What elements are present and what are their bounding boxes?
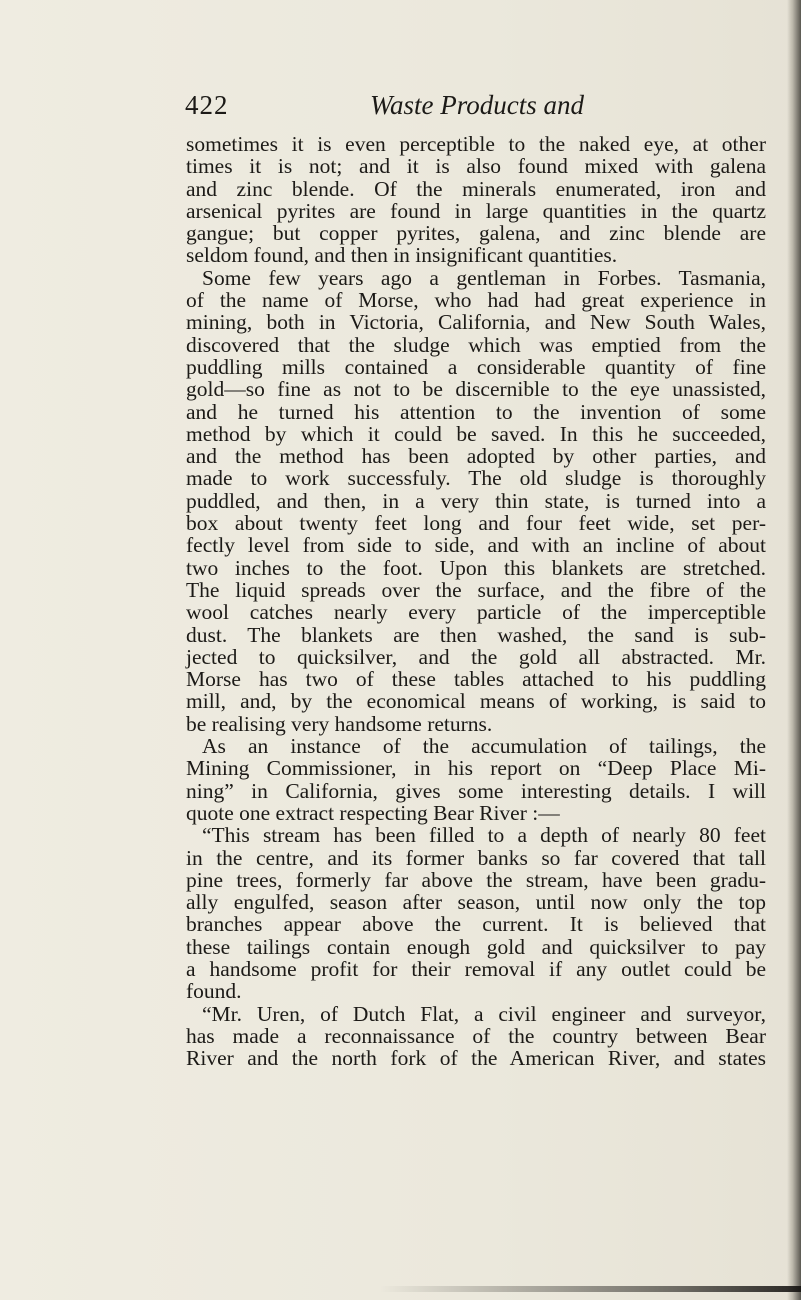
text-line: times it is not; and it is also found mixed with galena — [186, 154, 766, 179]
text-line: these tailings contain enough gold and quicksilver to pay — [186, 934, 766, 959]
text-line: “This stream has been filled to a depth of nearly 80 feet — [202, 823, 766, 848]
text-line: gangue; but copper pyrites, galena, and zinc blende are — [186, 221, 766, 246]
text-line: mining, both in Victoria, California, and New South Wales, — [186, 310, 766, 335]
text-line: sometimes it is even perceptible to the naked eye, at other — [186, 132, 766, 156]
text-line: As an instance of the accumulation of tailings, the — [202, 734, 766, 759]
running-head: Waste Products and — [370, 90, 584, 120]
text-line: ning” in California, gives some interesting details. I will — [186, 778, 766, 803]
page-edge-shadow — [787, 0, 801, 1300]
text-line: The liquid spreads over the surface, and the fibre of the — [186, 577, 766, 602]
text-line: method by which it could be saved. In this he succeeded, — [186, 421, 766, 446]
text-line: arsenical pyrites are found in large quantities in the quartz — [186, 198, 766, 223]
text-line: and zinc blende. Of the minerals enumerated, iron and — [186, 176, 766, 201]
text-line: found. — [186, 979, 242, 1004]
text-line: puddled, and then, in a very thin state, is turned into a — [186, 488, 766, 513]
text-line: and the method has been adopted by other parties, and — [186, 444, 766, 469]
text-line: box about twenty feet long and four feet wide, set per- — [186, 511, 766, 536]
text-line: mill, and, by the economical means of working, is said to — [186, 689, 766, 714]
text-line: branches appear above the current. It is believed that — [186, 912, 766, 937]
text-line: dust. The blankets are then washed, the sand is sub- — [186, 622, 766, 647]
bottom-edge-shadow — [380, 1286, 801, 1292]
text-line: gold—so fine as not to be discernible to the eye unassisted, — [186, 377, 766, 402]
text-line: two inches to the foot. Upon this blankets are stretched. — [186, 555, 766, 580]
text-line: discovered that the sludge which was emptied from the — [186, 332, 766, 357]
text-line: jected to quicksilver, and the gold all abstracted. Mr. — [186, 644, 766, 669]
text-line: ally engulfed, season after season, until now only the top — [186, 890, 766, 915]
text-line: “Mr. Uren, of Dutch Flat, a civil engineer and surveyor, — [202, 1001, 766, 1026]
text-line: wool catches nearly every particle of the imperceptible — [186, 600, 766, 625]
body-text — [186, 133, 766, 1069]
text-line: puddling mills contained a considerable quantity of fine — [186, 354, 766, 379]
text-line: Morse has two of these tables attached to his puddling — [186, 667, 766, 692]
page-header — [0, 90, 801, 130]
text-line: a handsome profit for their removal if any outlet could be — [186, 956, 766, 981]
text-line: River and the north fork of the American River, and states — [186, 1046, 766, 1071]
text-line: in the centre, and its former banks so far covered that tall — [186, 845, 766, 870]
text-line: made to work successfuly. The old sludge is thoroughly — [186, 466, 766, 491]
text-line: of the name of Morse, who had had great experience in — [186, 288, 766, 313]
text-line: be realising very handsome returns. — [186, 711, 493, 736]
text-line: fectly level from side to side, and with an incline of about — [186, 533, 766, 558]
text-line: and he turned his attention to the invention of some — [186, 399, 766, 424]
text-line: pine trees, formerly far above the stream, have been gradu- — [186, 867, 766, 892]
text-line: seldom found, and then in insignificant quantities. — [186, 243, 618, 268]
text-line: has made a reconnaissance of the country between Bear — [186, 1023, 766, 1048]
text-line: quote one extract respecting Bear River :— — [186, 800, 560, 825]
text-line: Some few years ago a gentleman in Forbes. Tasmania, — [202, 265, 766, 290]
text-line: Mining Commissioner, in his report on “Deep Place Mi- — [186, 756, 766, 781]
page-number: 422 — [185, 90, 229, 120]
